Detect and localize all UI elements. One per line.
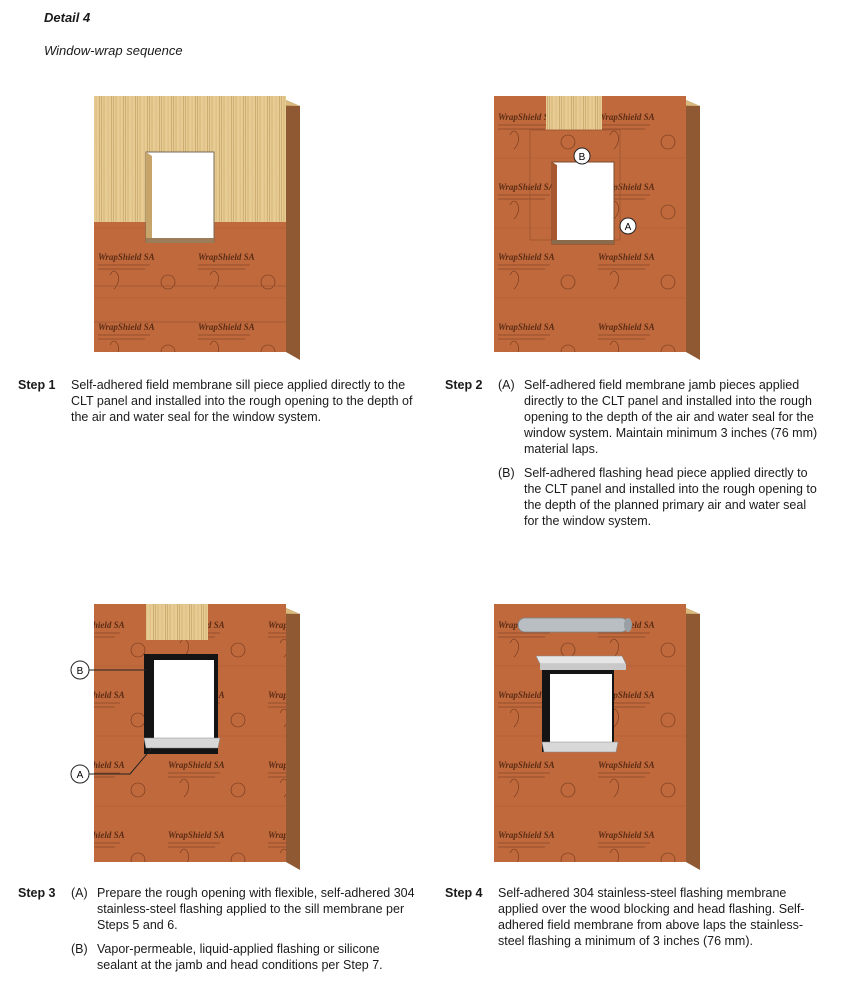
rough-opening — [552, 162, 614, 244]
step3-item-a-key: (A) — [71, 886, 88, 900]
rough-opening — [146, 152, 214, 242]
callout-b-label: B — [578, 152, 586, 163]
panel-edge — [286, 100, 300, 360]
callout-a-label: A — [76, 770, 84, 781]
step2-item-b — [498, 465, 823, 529]
step3-item-b-text: Vapor-permeable, liquid-applied flashing or silicone sealant at the jamb and head conditions per Step 7. — [97, 942, 383, 972]
detail-title: Detail 4 — [44, 10, 91, 25]
step4-figure — [490, 598, 705, 870]
step2-item-a — [498, 377, 823, 457]
callout-b-label: B — [76, 666, 84, 677]
step3-figure — [60, 598, 305, 870]
step3-item-b-key: (B) — [71, 942, 88, 956]
rough-opening — [550, 674, 612, 748]
detail-subtitle: Window-wrap sequence — [44, 43, 183, 58]
stainless-sill-flashing — [542, 742, 618, 752]
step3-label: Step 3 — [18, 886, 56, 900]
step1-figure — [90, 90, 305, 360]
exposed-clt — [546, 96, 602, 130]
step3-item-a — [71, 885, 416, 933]
wood-blocking-wrap — [518, 618, 628, 632]
step3-item-b — [71, 941, 416, 973]
step1-text: Self-adhered field membrane sill piece applied directly to the CLT panel and installed into the rough opening to the depth of the air and water seal for the window system. — [71, 378, 413, 424]
step2-item-a-key: (A) — [498, 378, 515, 392]
stainless-sill-flashing — [144, 738, 220, 748]
step3-item-a-text: Prepare the rough opening with flexible, self-adhered 304 stainless-steel flashing applied to the sill membrane per Steps 5 and 6. — [97, 886, 415, 932]
step2-label: Step 2 — [445, 378, 483, 392]
step4-text: Self-adhered 304 stainless-steel flashing membrane applied over the wood blocking and head flashing. Self-adhered field membrane from above laps the stainless-steel flashing a minimum of 3 inches (76 mm). — [498, 886, 805, 948]
step2-item-b-key: (B) — [498, 466, 515, 480]
step2-figure — [490, 90, 705, 360]
step4-label: Step 4 — [445, 886, 483, 900]
opening-jamb — [146, 152, 152, 242]
step2-item-a-text: Self-adhered field membrane jamb pieces applied directly to the CLT panel and installed into the rough opening to the depth of the air and water seal for the window system. Maintain minimum 3 inches (76 mm) material laps. — [524, 378, 818, 456]
opening-sill — [146, 238, 214, 243]
step1-label: Step 1 — [18, 378, 56, 392]
rough-opening — [154, 660, 214, 744]
callout-a-label: A — [624, 222, 632, 233]
exposed-clt — [146, 604, 208, 640]
step2-item-b-text: Self-adhered flashing head piece applied directly to the CLT panel and installed into the rough opening to the depth of the planned primary air and water seal for the window system. — [524, 466, 817, 528]
head-flashing — [536, 656, 626, 664]
